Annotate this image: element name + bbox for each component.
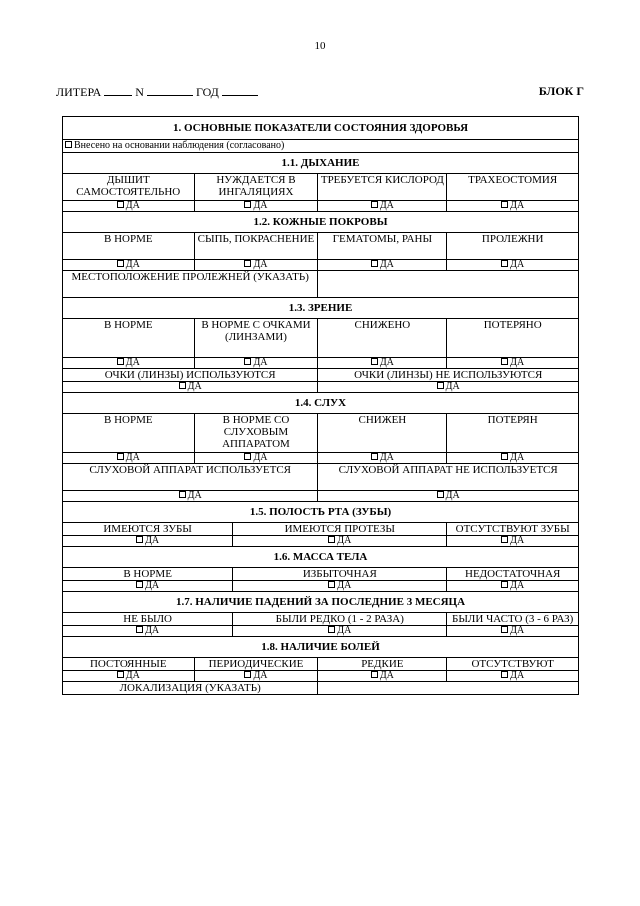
pain-header-row [63,637,579,658]
falls-header-row [63,592,579,613]
yes-label: ДА [125,200,140,211]
yes-label: ДА [125,357,140,368]
yes-label: ДА [253,357,268,368]
breathing-options-row [63,174,579,201]
yes-label: ДА [445,381,460,392]
vision-options-row [63,319,579,358]
checkbox-icon[interactable] [371,671,378,678]
breathing-option: НУЖДАЕТСЯ В ИНГАЛЯЦИЯХ [194,174,318,201]
pain-yes-row [63,671,579,682]
skin-yes-row [63,260,579,271]
vision-option: В НОРМЕ [63,319,195,358]
yes-checkbox[interactable] [318,358,447,369]
yes-label: ДА [145,580,160,591]
weight-options-row [63,568,579,581]
number-field[interactable] [147,84,193,96]
vision-option: В НОРМЕ С ОЧКАМИ (ЛИНЗАМИ) [194,319,318,358]
health-indicators-form [62,116,579,695]
litera-label: ЛИТЕРА [56,85,102,99]
skin-option: СЫПЬ, ПОКРАСНЕНИЕ [194,233,318,260]
checkbox-icon[interactable] [371,201,378,208]
skin-option: ПРОЛЕЖНИ [447,233,579,260]
yes-checkbox[interactable] [63,260,195,271]
yes-label: ДА [510,625,525,636]
falls-section-title: 1.7. НАЛИЧИЕ ПАДЕНИЙ ЗА ПОСЛЕДНИЕ 3 МЕСЯЦА [63,592,579,613]
yes-checkbox[interactable] [447,201,579,212]
yes-checkbox[interactable] [194,260,318,271]
checkbox-icon[interactable] [136,581,143,588]
checkbox-icon[interactable] [501,581,508,588]
hearing-header-row [63,393,579,414]
yes-label: ДА [253,259,268,270]
pain-option: РЕДКИЕ [318,658,447,671]
mouth-option: ОТСУТСТВУЮТ ЗУБЫ [447,523,579,536]
glasses-yes-row [63,382,579,393]
checkbox-icon[interactable] [437,382,444,389]
pain-options-row [63,658,579,671]
observation-note: Внесено на основании наблюдения (согласовано) [74,140,285,151]
checkbox-icon[interactable] [437,491,444,498]
mouth-option: ИМЕЮТСЯ ЗУБЫ [63,523,233,536]
yes-label: ДА [510,259,525,270]
yes-checkbox[interactable] [63,201,195,212]
yes-checkbox[interactable] [318,453,447,464]
skin-option: В НОРМЕ [63,233,195,260]
breathing-option: ТРАХЕОСТОМИЯ [447,174,579,201]
weight-option: В НОРМЕ [63,568,233,581]
n-label: N [135,85,144,99]
year-label: ГОД [195,85,219,99]
yes-checkbox[interactable] [447,626,579,637]
yes-checkbox[interactable] [447,671,579,682]
yes-checkbox[interactable] [63,358,195,369]
hearing-option: СНИЖЕН [318,414,447,453]
mouth-option: ИМЕЮТСЯ ПРОТЕЗЫ [233,523,447,536]
checkbox-icon[interactable] [501,358,508,365]
yes-checkbox[interactable] [63,382,318,393]
header-fields [56,84,258,100]
pain-option: ОТСУТСТВУЮТ [447,658,579,671]
yes-label: ДА [510,535,525,546]
yes-checkbox[interactable] [318,491,579,502]
hearing-option: ПОТЕРЯН [447,414,579,453]
breathing-option: ДЫШИТ САМОСТОЯТЕЛЬНО [63,174,195,201]
checkbox-icon[interactable] [117,358,124,365]
litera-field[interactable] [104,84,132,96]
checkbox-icon[interactable] [501,626,508,633]
skin-header-row [63,212,579,233]
checkbox-icon[interactable] [117,201,124,208]
vision-option: СНИЖЕНО [318,319,447,358]
yes-label: ДА [379,259,394,270]
checkbox-icon[interactable] [371,453,378,460]
pain-option: ПОСТОЯННЫЕ [63,658,195,671]
checkbox-icon[interactable] [244,260,251,267]
yes-checkbox[interactable] [194,453,318,464]
yes-checkbox[interactable] [233,536,447,547]
yes-label: ДА [379,357,394,368]
yes-label: ДА [510,670,525,681]
skin-option: ГЕМАТОМЫ, РАНЫ [318,233,447,260]
hearing-aid-not-used-label: СЛУХОВОЙ АППАРАТ НЕ ИСПОЛЬЗУЕТСЯ [318,464,579,491]
yes-label: ДА [125,452,140,463]
checkbox-icon[interactable] [136,626,143,633]
checkbox-icon[interactable] [328,581,335,588]
bedsore-location-field[interactable] [318,271,579,298]
document-header [56,84,584,100]
checkbox-icon[interactable] [244,453,251,460]
yes-checkbox[interactable] [318,201,447,212]
yes-label: ДА [187,490,202,501]
glasses-used-label: ОЧКИ (ЛИНЗЫ) ИСПОЛЬЗУЮТСЯ [63,369,318,382]
yes-checkbox[interactable] [63,453,195,464]
skin-options-row [63,233,579,260]
yes-checkbox[interactable] [318,671,447,682]
checkbox-icon[interactable] [501,536,508,543]
yes-checkbox[interactable] [233,581,447,592]
pain-localization-row [63,682,579,695]
yes-checkbox[interactable] [447,581,579,592]
yes-checkbox[interactable] [447,358,579,369]
yes-label: ДА [379,452,394,463]
hearing-aid-used-label: СЛУХОВОЙ АППАРАТ ИСПОЛЬЗУЕТСЯ [63,464,318,491]
weight-section-title: 1.6. МАССА ТЕЛА [63,547,579,568]
checkbox-icon[interactable] [244,201,251,208]
yes-checkbox[interactable] [318,260,447,271]
checkbox-icon[interactable] [501,453,508,460]
yes-label: ДА [510,580,525,591]
yes-label: ДА [125,259,140,270]
checkbox-icon[interactable] [371,358,378,365]
vision-header-row [63,298,579,319]
checkbox-icon[interactable] [117,260,124,267]
yes-label: ДА [253,670,268,681]
yes-checkbox[interactable] [447,536,579,547]
yes-label: ДА [379,670,394,681]
yes-checkbox[interactable] [447,453,579,464]
falls-option: НЕ БЫЛО [63,613,233,626]
checkbox-icon[interactable] [179,491,186,498]
vision-yes-row [63,358,579,369]
hearing-option: В НОРМЕ [63,414,195,453]
yes-checkbox[interactable] [63,671,195,682]
yes-label: ДА [253,452,268,463]
weight-yes-row [63,581,579,592]
yes-checkbox[interactable] [233,626,447,637]
bedsore-location-row [63,271,579,298]
skin-section-title: 1.2. КОЖНЫЕ ПОКРОВЫ [63,212,579,233]
checkbox-icon[interactable] [65,141,72,148]
hearing-option: В НОРМЕ СО СЛУХОВЫМ АППАРАТОМ [194,414,318,453]
checkbox-icon[interactable] [501,671,508,678]
breathing-option: ТРЕБУЕТСЯ КИСЛОРОД [318,174,447,201]
yes-checkbox[interactable] [194,201,318,212]
weight-option: НЕДОСТАТОЧНАЯ [447,568,579,581]
hearing-options-row [63,414,579,453]
pain-option: ПЕРИОДИЧЕСКИЕ [194,658,318,671]
checkbox-icon[interactable] [328,626,335,633]
yes-label: ДА [253,200,268,211]
falls-options-row [63,613,579,626]
weight-header-row [63,547,579,568]
falls-yes-row [63,626,579,637]
weight-option: ИЗБЫТОЧНАЯ [233,568,447,581]
yes-checkbox[interactable] [447,260,579,271]
checkbox-icon[interactable] [244,671,251,678]
pain-localization-label: ЛОКАЛИЗАЦИЯ (УКАЗАТЬ) [63,682,318,695]
yes-checkbox[interactable] [63,626,233,637]
checkbox-icon[interactable] [501,201,508,208]
yes-label: ДА [337,535,352,546]
breathing-header-row [63,153,579,174]
note-row [63,140,579,153]
yes-label: ДА [445,490,460,501]
block-label: БЛОК Г [538,84,584,98]
yes-checkbox[interactable] [194,671,318,682]
yes-label: ДА [145,535,160,546]
mouth-section-title: 1.5. ПОЛОСТЬ РТА (ЗУБЫ) [63,502,579,523]
glasses-row [63,369,579,382]
breathing-section-title: 1.1. ДЫХАНИЕ [63,153,579,174]
yes-label: ДА [510,357,525,368]
page-number: 10 [314,40,326,52]
vision-section-title: 1.3. ЗРЕНИЕ [63,298,579,319]
year-field[interactable] [222,84,258,96]
yes-label: ДА [379,200,394,211]
yes-label: ДА [337,625,352,636]
checkbox-icon[interactable] [244,358,251,365]
glasses-not-used-label: ОЧКИ (ЛИНЗЫ) НЕ ИСПОЛЬЗУЮТСЯ [318,369,579,382]
mouth-options-row [63,523,579,536]
yes-label: ДА [510,452,525,463]
falls-option: БЫЛИ РЕДКО (1 - 2 РАЗА) [233,613,447,626]
checkbox-icon[interactable] [501,260,508,267]
yes-checkbox[interactable] [63,491,318,502]
yes-label: ДА [337,580,352,591]
checkbox-icon[interactable] [371,260,378,267]
checkbox-icon[interactable] [328,536,335,543]
pain-localization-field[interactable] [318,682,579,695]
mouth-yes-row [63,536,579,547]
mouth-header-row [63,502,579,523]
yes-checkbox[interactable] [318,382,579,393]
form-title-row [63,117,579,140]
hearing-aid-yes-row [63,491,579,502]
form-title: 1. ОСНОВНЫЕ ПОКАЗАТЕЛИ СОСТОЯНИЯ ЗДОРОВЬЯ [63,117,579,140]
checkbox-icon[interactable] [117,671,124,678]
vision-option: ПОТЕРЯНО [447,319,579,358]
observation-note-cell[interactable] [63,140,579,153]
checkbox-icon[interactable] [179,382,186,389]
pain-section-title: 1.8. НАЛИЧИЕ БОЛЕЙ [63,637,579,658]
bedsore-location-label: МЕСТОПОЛОЖЕНИЕ ПРОЛЕЖНЕЙ (УКАЗАТЬ) [63,271,318,298]
yes-checkbox[interactable] [63,581,233,592]
hearing-aid-row [63,464,579,491]
hearing-section-title: 1.4. СЛУХ [63,393,579,414]
yes-checkbox[interactable] [63,536,233,547]
yes-label: ДА [510,200,525,211]
yes-label: ДА [187,381,202,392]
yes-label: ДА [145,625,160,636]
hearing-yes-row [63,453,579,464]
breathing-yes-row [63,201,579,212]
falls-option: БЫЛИ ЧАСТО (3 - 6 РАЗ) [447,613,579,626]
checkbox-icon[interactable] [136,536,143,543]
yes-label: ДА [125,670,140,681]
yes-checkbox[interactable] [194,358,318,369]
checkbox-icon[interactable] [117,453,124,460]
